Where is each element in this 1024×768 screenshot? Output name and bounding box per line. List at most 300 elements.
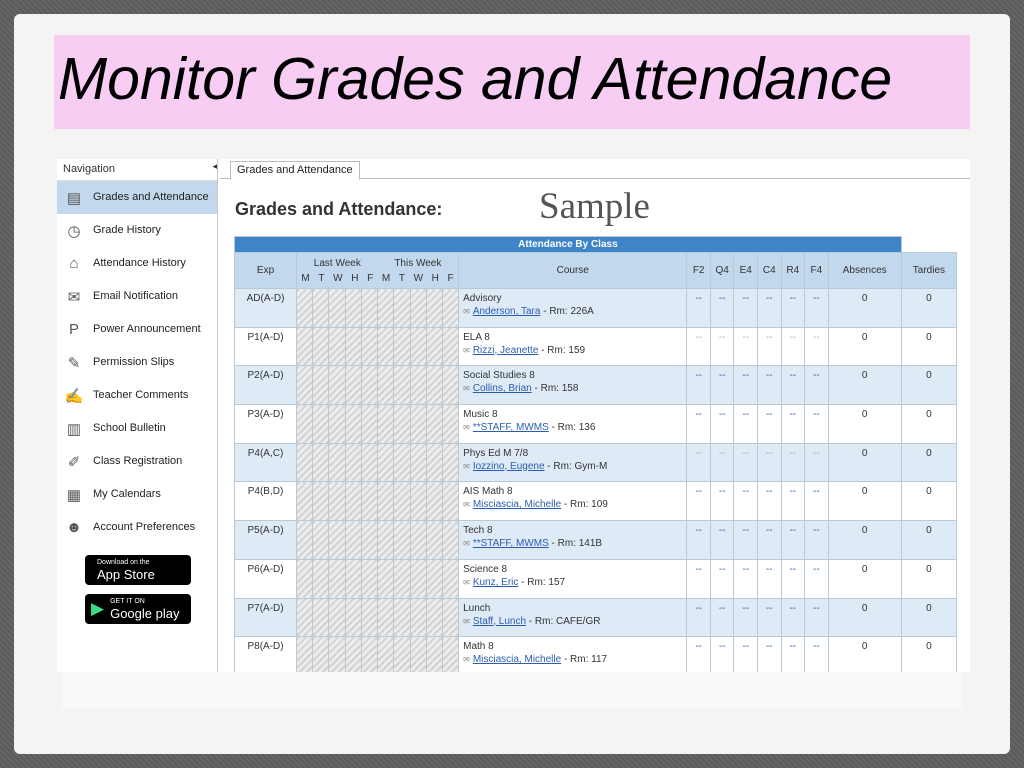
term-grade-cell [687, 482, 711, 521]
term-grade-cell [781, 637, 805, 672]
col-exp: Exp [235, 253, 297, 289]
nav-header [57, 159, 217, 181]
attendance-day-cell [297, 559, 313, 598]
term-grade-link[interactable]: -- [789, 641, 797, 653]
term-grade-cell [687, 366, 711, 405]
term-grade-link[interactable]: -- [812, 563, 820, 575]
term-grade-link[interactable]: -- [765, 525, 773, 537]
exp-cell: P7(A-D) [235, 598, 297, 637]
term-grade-link[interactable]: -- [742, 409, 750, 421]
term-grade-link[interactable]: -- [765, 602, 773, 614]
nav-item-my-calendars[interactable] [57, 478, 217, 511]
term-grade-link[interactable]: -- [718, 525, 726, 537]
nav-item-attendance-history[interactable] [57, 247, 217, 280]
course-name: Social Studies 8 [463, 370, 535, 382]
attendance-day-cell [410, 637, 426, 672]
course-cell [459, 559, 687, 598]
attendance-day-cell [329, 598, 345, 637]
absences-cell[interactable]: 0 [828, 366, 901, 405]
absences-cell[interactable]: 0 [828, 637, 901, 672]
term-grade-link[interactable]: -- [718, 331, 726, 343]
attendance-day-cell [361, 521, 377, 560]
attendance-day-cell [297, 637, 313, 672]
attendance-day-cell [442, 366, 458, 405]
absences-cell[interactable]: 0 [828, 327, 901, 366]
term-grade-link[interactable]: -- [789, 525, 797, 537]
term-grade-link[interactable]: -- [695, 331, 702, 343]
room-text: - Rm: 136 [548, 422, 596, 434]
term-grade-link[interactable]: -- [765, 293, 773, 304]
attendance-day-cell [394, 366, 410, 405]
attendance-day-cell [313, 598, 329, 637]
attendance-day-cell [426, 598, 442, 637]
email-teacher-icon[interactable]: ✉ [463, 539, 470, 549]
attendance-day-cell [394, 327, 410, 366]
teacher-link[interactable]: **STAFF, MWMS [472, 422, 549, 434]
term-grade-link[interactable]: -- [695, 486, 702, 498]
clock-history-icon: ◷ [67, 222, 81, 240]
google-play-icon: ▶ [91, 599, 105, 618]
attendance-day-cell [313, 366, 329, 405]
attendance-day-cell [345, 637, 361, 672]
term-grade-link[interactable]: -- [718, 293, 726, 304]
term-grade-cell [758, 289, 782, 328]
attendance-day-cell [345, 482, 361, 521]
nav-item-class-registration[interactable] [57, 445, 217, 478]
email-teacher-icon[interactable]: ✉ [463, 577, 470, 587]
term-grade-link[interactable]: -- [812, 486, 820, 498]
teacher-link[interactable]: Staff, Lunch [472, 615, 527, 627]
term-grade-cell [687, 559, 711, 598]
term-grade-link[interactable]: -- [718, 602, 726, 614]
attendance-day-cell [345, 443, 361, 482]
absences-cell[interactable]: 0 [828, 443, 901, 482]
term-grade-link[interactable]: -- [742, 331, 750, 343]
envelope-icon: ✉ [67, 288, 81, 306]
term-grade-cell [781, 521, 805, 560]
attendance-day-cell [442, 637, 458, 672]
term-grade-cell [687, 598, 711, 637]
attendance-day-cell [394, 521, 410, 560]
attendance-day-cell [345, 598, 361, 637]
attendance-day-cell [345, 521, 361, 560]
tardies-cell[interactable]: 0 [901, 327, 956, 366]
nav-item-email-notification[interactable] [57, 280, 217, 313]
google-play-badge[interactable] [85, 594, 191, 624]
term-grade-cell [805, 521, 829, 560]
table-row [235, 405, 957, 444]
term-grade-cell [710, 327, 734, 366]
teacher-link[interactable]: Misciascia, Michelle [472, 499, 562, 511]
term-grade-link[interactable]: -- [789, 370, 797, 382]
room-text: - Rm: 158 [531, 383, 579, 395]
term-grade-cell [687, 327, 711, 366]
term-grade-cell [687, 443, 711, 482]
term-grade-cell [758, 405, 782, 444]
nav-item-permission-slips[interactable] [57, 346, 217, 379]
term-grade-link[interactable]: -- [718, 409, 726, 421]
term-grade-link[interactable]: -- [812, 370, 820, 382]
attendance-day-cell [313, 521, 329, 560]
term-grade-cell [805, 289, 829, 328]
exp-cell: P2(A-D) [235, 366, 297, 405]
attendance-day-cell [297, 366, 313, 405]
attendance-day-cell [426, 637, 442, 672]
term-grade-cell [710, 366, 734, 405]
attendance-day-cell [378, 289, 394, 328]
attendance-day-cell [345, 405, 361, 444]
attendance-day-cell [313, 327, 329, 366]
term-grade-link[interactable]: -- [695, 563, 702, 575]
term-grade-link[interactable]: -- [742, 447, 750, 459]
tardies-cell[interactable]: 0 [901, 482, 956, 521]
page-heading: Grades and Attendance: [235, 199, 443, 219]
absences-cell[interactable]: 0 [828, 521, 901, 560]
attendance-day-cell [410, 598, 426, 637]
attendance-day-cell [361, 637, 377, 672]
slide [14, 14, 1010, 754]
attendance-day-cell [361, 482, 377, 521]
col-weeks [297, 253, 459, 289]
nav-header-label: Navigation [63, 163, 115, 175]
term-grade-cell [805, 405, 829, 444]
nav-item-account-preferences[interactable] [57, 511, 217, 544]
term-grade-cell [687, 405, 711, 444]
attendance-day-cell [313, 443, 329, 482]
term-grade-cell [710, 637, 734, 672]
term-grade-link[interactable]: -- [765, 486, 773, 498]
term-grade-link[interactable]: -- [695, 641, 702, 653]
announcement-icon: P [68, 321, 79, 338]
term-grade-link[interactable]: -- [789, 409, 797, 421]
room-text: - Rm: 226A [540, 306, 594, 317]
term-grade-cell [710, 443, 734, 482]
google-play-big-text: Google play [110, 605, 180, 621]
email-teacher-icon[interactable]: ✉ [463, 307, 470, 316]
attendance-day-cell [378, 637, 394, 672]
teacher-link[interactable]: **STAFF, MWMS [472, 538, 549, 550]
term-grade-cell [781, 327, 805, 366]
absences-cell[interactable]: 0 [828, 289, 901, 328]
table-row [235, 366, 957, 405]
term-grade-link[interactable]: -- [742, 525, 750, 537]
term-grade-cell [734, 327, 758, 366]
term-grade-link[interactable]: -- [812, 331, 820, 343]
term-grade-link[interactable]: -- [765, 370, 773, 382]
tardies-cell[interactable]: 0 [901, 366, 956, 405]
attendance-day-cell [410, 443, 426, 482]
attendance-day-cell [426, 559, 442, 598]
term-grade-link[interactable]: -- [765, 409, 773, 421]
term-grade-link[interactable]: -- [742, 602, 750, 614]
term-grade-link[interactable]: -- [789, 331, 797, 343]
col-tardies: Tardies [901, 253, 956, 289]
tardies-cell[interactable]: 0 [901, 637, 956, 672]
term-grade-cell [734, 366, 758, 405]
exp-cell: P5(A-D) [235, 521, 297, 560]
term-grade-link[interactable]: -- [789, 293, 797, 304]
attendance-day-cell [329, 637, 345, 672]
nav-item-label: School Bulletin [93, 422, 166, 434]
attendance-day-cell [426, 482, 442, 521]
slips-icon: ✎ [67, 354, 81, 372]
room-text: - Rm: CAFE/GR [526, 615, 601, 627]
attendance-day-cell [297, 482, 313, 521]
app-store-badge[interactable] [85, 555, 191, 585]
attendance-day-cell [426, 443, 442, 482]
attendance-day-cell [394, 443, 410, 482]
term-grade-link[interactable]: -- [812, 293, 820, 304]
term-grade-link[interactable]: -- [695, 370, 702, 382]
term-grade-link[interactable]: -- [695, 602, 702, 614]
tardies-cell[interactable]: 0 [901, 521, 956, 560]
attendance-day-cell [442, 289, 458, 328]
term-grade-cell [805, 637, 829, 672]
attendance-day-cell [442, 521, 458, 560]
table-row [235, 443, 957, 482]
attendance-day-cell [410, 327, 426, 366]
course-name: Science 8 [463, 563, 508, 575]
nav-item-grade-history[interactable] [57, 214, 217, 247]
term-grade-link[interactable]: -- [718, 486, 726, 498]
teacher-link[interactable]: Kunz, Eric [472, 576, 519, 588]
term-grade-link[interactable]: -- [765, 641, 773, 653]
teacher-link[interactable]: Iozzino, Eugene [472, 460, 545, 472]
email-teacher-icon[interactable]: ✉ [463, 461, 470, 471]
absences-cell[interactable]: 0 [828, 559, 901, 598]
table-row [235, 482, 957, 521]
attendance-day-cell [361, 366, 377, 405]
course-cell [459, 482, 687, 521]
day-header: F [447, 272, 454, 284]
attendance-day-cell [345, 559, 361, 598]
collapse-arrow-icon[interactable]: ◂ [212, 161, 217, 171]
term-grade-cell [781, 598, 805, 637]
term-grade-link[interactable]: -- [765, 447, 773, 459]
attendance-day-cell [378, 559, 394, 598]
term-grade-link[interactable]: -- [812, 641, 820, 653]
term-grade-link[interactable]: -- [695, 447, 702, 459]
col-absences: Absences [828, 253, 901, 289]
term-grade-cell [710, 289, 734, 328]
nav-item-school-bulletin[interactable] [57, 412, 217, 445]
term-grade-cell [734, 289, 758, 328]
term-grade-link[interactable]: -- [742, 293, 750, 304]
course-cell [459, 521, 687, 560]
term-grade-link[interactable]: -- [789, 447, 797, 459]
term-grade-link[interactable]: -- [812, 447, 820, 459]
attendance-day-cell [297, 289, 313, 328]
term-grade-link[interactable]: -- [718, 563, 726, 575]
nav-item-label: Class Registration [93, 455, 183, 467]
attendance-day-cell [442, 405, 458, 444]
title-banner [54, 35, 970, 129]
term-grade-link[interactable]: -- [789, 602, 797, 614]
nav-item-label: Power Announcement [93, 323, 201, 335]
tab-bar [220, 159, 970, 179]
day-header: M [381, 272, 391, 284]
teacher-link[interactable]: Anderson, Tara [472, 306, 541, 317]
absences-cell[interactable]: 0 [828, 405, 901, 444]
nav-item-grades-and-attendance[interactable] [57, 181, 217, 214]
term-grade-cell [781, 482, 805, 521]
attendance-day-cell [297, 443, 313, 482]
exp-cell: P8(A-D) [235, 637, 297, 672]
attendance-day-cell [329, 559, 345, 598]
nav-item-label: Account Preferences [93, 521, 196, 533]
term-grade-link[interactable]: -- [765, 563, 773, 575]
attendance-day-cell [329, 521, 345, 560]
email-teacher-icon[interactable]: ✉ [463, 616, 470, 626]
attendance-table [234, 236, 957, 672]
term-grade-link[interactable]: -- [789, 563, 797, 575]
attendance-day-cell [329, 289, 345, 328]
term-grade-cell [805, 598, 829, 637]
term-grade-link[interactable]: -- [695, 409, 702, 421]
tardies-cell[interactable]: 0 [901, 598, 956, 637]
term-grade-cell [781, 443, 805, 482]
attendance-day-cell [442, 482, 458, 521]
attendance-day-cell [313, 637, 329, 672]
attendance-day-cell [361, 598, 377, 637]
nav-item-power-announcement[interactable] [57, 313, 217, 346]
term-grade-cell [781, 559, 805, 598]
term-grade-cell [734, 405, 758, 444]
attendance-day-cell [313, 482, 329, 521]
email-teacher-icon[interactable]: ✉ [463, 500, 470, 510]
table-caption: Attendance By Class [235, 237, 902, 253]
app-store-big-text: App Store [97, 566, 155, 582]
exp-cell: P4(A,C) [235, 443, 297, 482]
attendance-day-cell [297, 327, 313, 366]
tardies-cell[interactable]: 0 [901, 559, 956, 598]
email-teacher-icon[interactable]: ✉ [463, 423, 470, 433]
term-grade-link[interactable]: -- [812, 409, 820, 421]
email-teacher-icon[interactable]: ✉ [463, 345, 470, 355]
table-row [235, 559, 957, 598]
tab-grades-and-attendance[interactable]: Grades and Attendance [230, 161, 360, 180]
term-grade-link[interactable]: -- [742, 563, 750, 575]
email-teacher-icon[interactable]: ✉ [463, 384, 470, 394]
attendance-day-cell [378, 405, 394, 444]
term-grade-link[interactable]: -- [718, 641, 726, 653]
attendance-day-cell [410, 559, 426, 598]
term-grade-cell [758, 637, 782, 672]
tardies-cell[interactable]: 0 [901, 443, 956, 482]
navigation-sidebar [57, 159, 218, 672]
term-grade-link[interactable]: -- [742, 486, 750, 498]
exp-cell: AD(A-D) [235, 289, 297, 328]
google-play-small-text: GET IT ON [110, 597, 145, 605]
attendance-day-cell [313, 559, 329, 598]
app-store-small-text: Download on the [97, 558, 150, 566]
term-grade-link[interactable]: -- [812, 602, 820, 614]
room-text: - Rm: 109 [561, 499, 608, 511]
term-grade-cell [758, 443, 782, 482]
term-grade-cell [805, 366, 829, 405]
term-grade-link[interactable]: -- [765, 331, 773, 343]
attendance-day-cell [394, 598, 410, 637]
course-cell [459, 366, 687, 405]
teacher-link[interactable]: Rizzi, Jeanette [472, 344, 539, 356]
nav-item-label: Attendance History [93, 257, 186, 269]
course-cell [459, 289, 687, 328]
term-grade-cell [687, 521, 711, 560]
day-header: W [413, 272, 424, 284]
term-grade-cell [758, 598, 782, 637]
slide-title: Monitor Grades and Attendance [58, 46, 893, 112]
col-term-f2: F2 [687, 253, 711, 289]
attendance-day-cell [345, 327, 361, 366]
course-name: Math 8 [463, 641, 494, 653]
email-teacher-icon[interactable]: ✉ [463, 655, 470, 665]
absences-cell[interactable]: 0 [828, 598, 901, 637]
school-desk-icon: ⌂ [69, 255, 79, 272]
term-grade-cell [734, 637, 758, 672]
tardies-cell[interactable]: 0 [901, 289, 956, 328]
calendar-icon: ▦ [66, 486, 82, 504]
day-header: H [351, 272, 359, 284]
term-grade-link[interactable]: -- [695, 293, 702, 304]
room-text: - Rm: 117 [561, 654, 608, 666]
room-text: - Rm: Gym-M [544, 460, 608, 472]
attendance-day-cell [426, 366, 442, 405]
screenshot-frame [57, 159, 970, 672]
bulletin-icon: ▥ [66, 420, 82, 438]
term-grade-cell [805, 559, 829, 598]
attendance-day-cell [410, 366, 426, 405]
term-grade-cell [758, 482, 782, 521]
nav-item-label: Email Notification [93, 290, 178, 302]
attendance-day-cell [361, 327, 377, 366]
term-grade-link[interactable]: -- [812, 525, 820, 537]
attendance-day-cell [394, 482, 410, 521]
day-header: H [431, 272, 439, 284]
nav-item-label: Grades and Attendance [93, 191, 209, 203]
nav-item-teacher-comments[interactable] [57, 379, 217, 412]
exp-cell: P1(A-D) [235, 327, 297, 366]
nav-item-label: My Calendars [93, 488, 161, 500]
term-grade-link[interactable]: -- [718, 370, 726, 382]
term-grade-link[interactable]: -- [742, 370, 750, 382]
teacher-link[interactable]: Misciascia, Michelle [472, 654, 562, 666]
course-name: AIS Math 8 [463, 486, 513, 498]
term-grade-cell [758, 327, 782, 366]
attendance-day-cell [426, 405, 442, 444]
day-header: T [318, 272, 325, 284]
term-grade-link[interactable]: -- [789, 486, 797, 498]
comments-icon: ✍ [64, 387, 84, 405]
teacher-link[interactable]: Collins, Brian [472, 383, 532, 395]
course-name: Phys Ed M 7/8 [463, 447, 529, 459]
absences-cell[interactable]: 0 [828, 482, 901, 521]
course-cell [459, 443, 687, 482]
attendance-day-cell [378, 521, 394, 560]
term-grade-link[interactable]: -- [742, 641, 750, 653]
term-grade-cell [734, 443, 758, 482]
course-name: Advisory [463, 293, 502, 304]
term-grade-cell [758, 559, 782, 598]
attendance-day-cell [378, 366, 394, 405]
attendance-day-cell [410, 405, 426, 444]
attendance-day-cell [329, 366, 345, 405]
tardies-cell[interactable]: 0 [901, 405, 956, 444]
term-grade-link[interactable]: -- [695, 525, 702, 537]
table-row [235, 598, 957, 637]
col-term-f4: F4 [805, 253, 829, 289]
term-grade-link[interactable]: -- [718, 447, 726, 459]
term-grade-cell [734, 521, 758, 560]
